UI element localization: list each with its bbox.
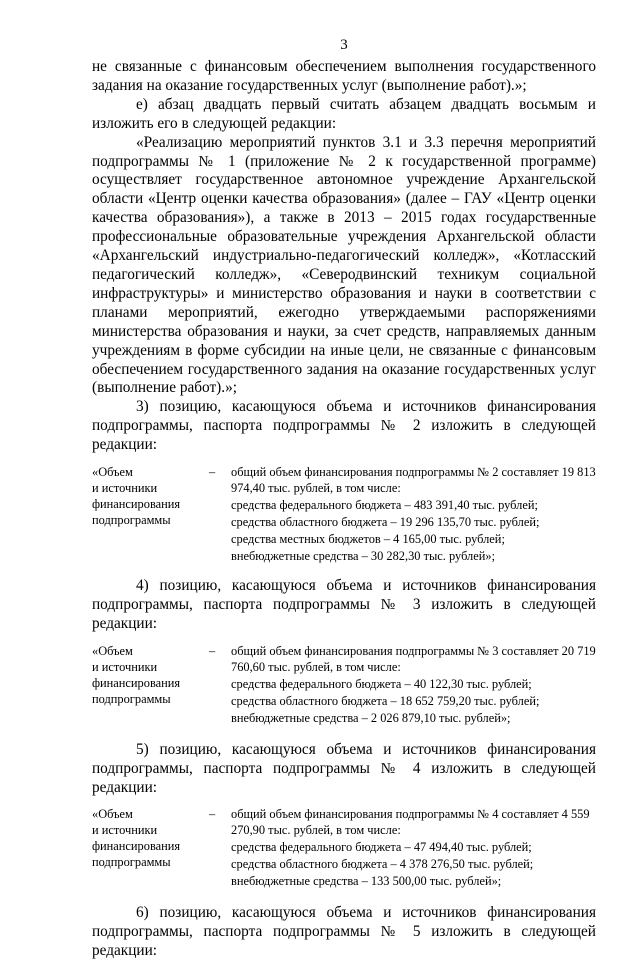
paragraph-5: 4) позицию, касающуюся объема и источников финансирования подпрограммы, паспорта подпрограммы № 3 изложить в следующей редакции: — [92, 577, 596, 632]
table-label: «Объем и источники финансирования подпрограммы — [92, 807, 181, 870]
financing-table-subprogram-3 — [92, 643, 596, 727]
paragraph-7: 6) позицию, касающуюся объема и источников финансирования подпрограммы, паспорта подпрограммы № 5 изложить в следующей редакции: — [92, 904, 596, 960]
financing-table-subprogram-2 — [92, 464, 596, 565]
table-values: общий объем финансирования подпрограммы № 2 составляет 19 813 974,40 тыс. рублей, в том числе: средства федерального бюджета – 483 391,40 тыс. рублей; средства областного бюджета – 19 296 135,70 тыс. рублей; средства местных бюджетов – 4 165,00 тыс. рублей; внебюджетные средства – 30 282,30 тыс. рублей»; — [231, 465, 596, 564]
paragraph-4: 3) позицию, касающуюся объема и источников финансирования подпрограммы, паспорта подпрограммы № 2 изложить в следующей редакции: — [92, 398, 596, 454]
paragraph-6: 5) позицию, касающуюся объема и источников финансирования подпрограммы, паспорта подпрограммы № 4 изложить в следующей редакции: — [92, 740, 596, 796]
paragraph-2: е) абзац двадцать первый считать абзацем двадцать восьмым и изложить его в следующей редакции: — [92, 95, 596, 132]
table-dash: – — [209, 807, 216, 822]
table-label: «Объем и источники финансирования подпрограммы — [92, 643, 181, 706]
table-label: «Объем и источники финансирования подпрограммы — [92, 465, 181, 528]
table-dash: – — [209, 465, 216, 480]
paragraph-3: «Реализацию мероприятий пунктов 3.1 и 3.3 перечня мероприятий подпрограммы № 1 (приложение № 2 к государственной программе) осуществляет государственное автономное учреждение Архангельской области «Центр оценки качества образования» (далее – ГАУ «Центр оценки качества образования»), а также в 2013 – 2015 годах государственные профессиональные образовательные учреждения Архангельской области «Архангельский индустриально-педагогический колледж», «Котласский педагогический колледж», «Северодвинский техникум социальной инфраструктуры» и министерство образования и науки в соответствии с планами мероприятий, ежегодно утверждаемыми распоряжениями министерства образования и науки, за счет средств, направляемых данным учреждениям в форме субсидии на иные цели, не связанные с финансовым обеспечением государственного задания на оказание государственных услуг (выполнение работ).»; — [92, 133, 596, 397]
document-page — [92, 36, 596, 961]
table-dash: – — [209, 643, 216, 658]
paragraph-1: не связанные с финансовым обеспечением выполнения государственного задания на оказание государственных услуг (выполнение работ).»; — [92, 58, 596, 94]
table-values: общий объем финансирования подпрограммы № 3 составляет 20 719 760,60 тыс. рублей, в том числе: средства федерального бюджета – 40 122,30 тыс. рублей; средства областного бюджета – 18 652 759,20 тыс. рублей; внебюджетные средства – 2 026 879,10 тыс. рублей»; — [231, 643, 596, 725]
table-values: общий объем финансирования подпрограммы № 4 составляет 4 559 270,90 тыс. рублей, в том числе: средства федерального бюджета – 47 494,40 тыс. рублей; средства областного бюджета – 4 378 276,50 тыс. рублей; внебюджетные средства – 133 500,00 тыс. рублей»; — [231, 807, 590, 889]
page-number: 3 — [340, 37, 348, 53]
financing-table-subprogram-4 — [92, 806, 596, 890]
